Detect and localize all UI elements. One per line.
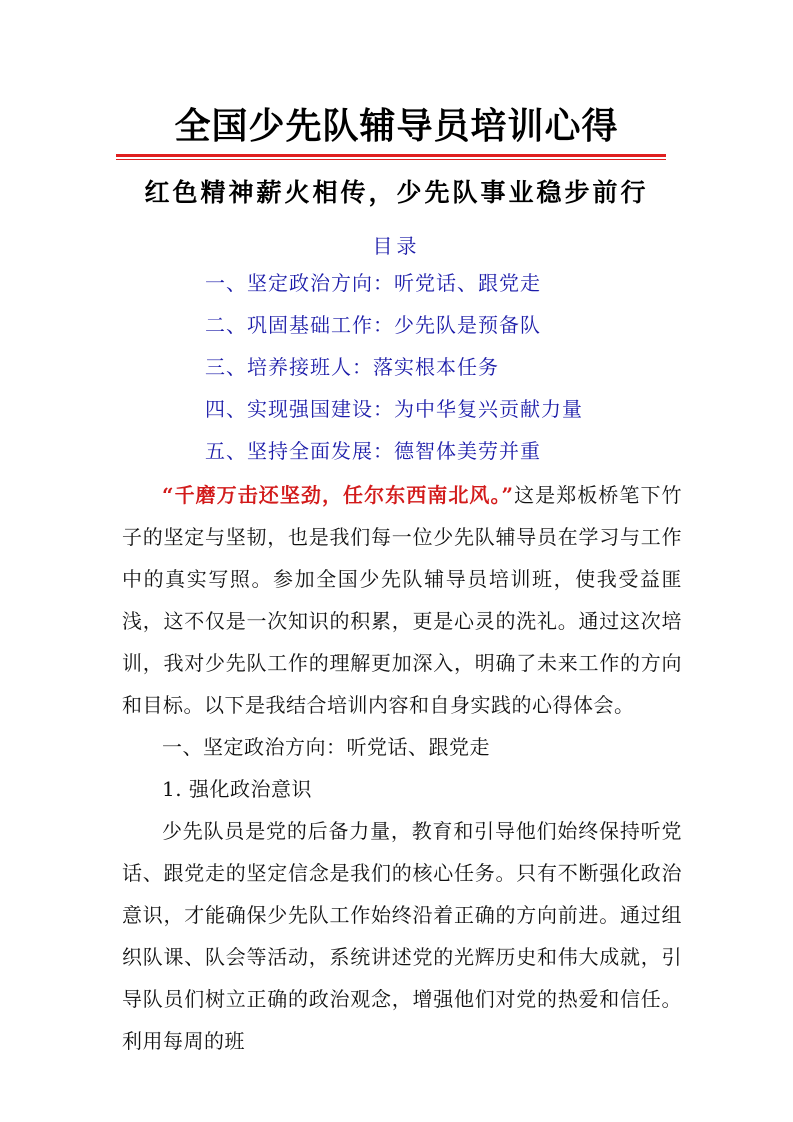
section-heading: 一、坚定政治方向：听党话、跟党走: [162, 735, 490, 759]
section-paragraph: 少先队员是党的后备力量，教育和引导他们始终保持听党话、跟党走的坚定信念是我们的核心任务。只有不断强化政治意识，才能确保少先队工作始终沿着正确的方向前进。通过组织队课、队会等活动，系统讲述党的光辉历史和伟大成就，引导队员们树立正确的政治观念，增强他们对党的热爱和信任。利用每周的班: [122, 819, 682, 1053]
toc-item[interactable]: 一、坚定政治方向：听党话、跟党走: [205, 271, 541, 295]
document-title: 全国少先队辅导员培训心得: [174, 106, 619, 147]
intro-text: 这是郑板桥笔下竹子的坚定与坚韧，也是我们每一位少先队辅导员在学习与工作中的真实写照。参加全国少先队辅导员培训班，使我受益匪浅，这不仅是一次知识的积累，更是心灵的洗礼。通过这次培训，我对少先队工作的理解更加深入，明确了未来工作的方向和目标。以下是我结合培训内容和自身实践的心得体会。: [122, 483, 683, 717]
toc-item[interactable]: 三、培养接班人：落实根本任务: [205, 355, 499, 379]
toc-item[interactable]: 四、实现强国建设：为中华复兴贡献力量: [205, 397, 583, 421]
toc-item[interactable]: 五、坚持全面发展：德智体美劳并重: [205, 439, 541, 463]
title-divider: [116, 154, 666, 160]
intro-quote: “千磨万击还坚劲，任尔东西南北风。”: [162, 483, 514, 507]
toc-heading: 目录: [372, 234, 421, 258]
document-subtitle: 红色精神薪火相传，少先队事业稳步前行: [144, 178, 649, 207]
toc-item[interactable]: 二、巩固基础工作：少先队是预备队: [205, 313, 541, 337]
intro-paragraph: [122, 474, 682, 726]
section-subheading: 1. 强化政治意识: [162, 777, 312, 801]
table-of-contents: [205, 268, 583, 478]
document-body: [122, 474, 682, 1062]
